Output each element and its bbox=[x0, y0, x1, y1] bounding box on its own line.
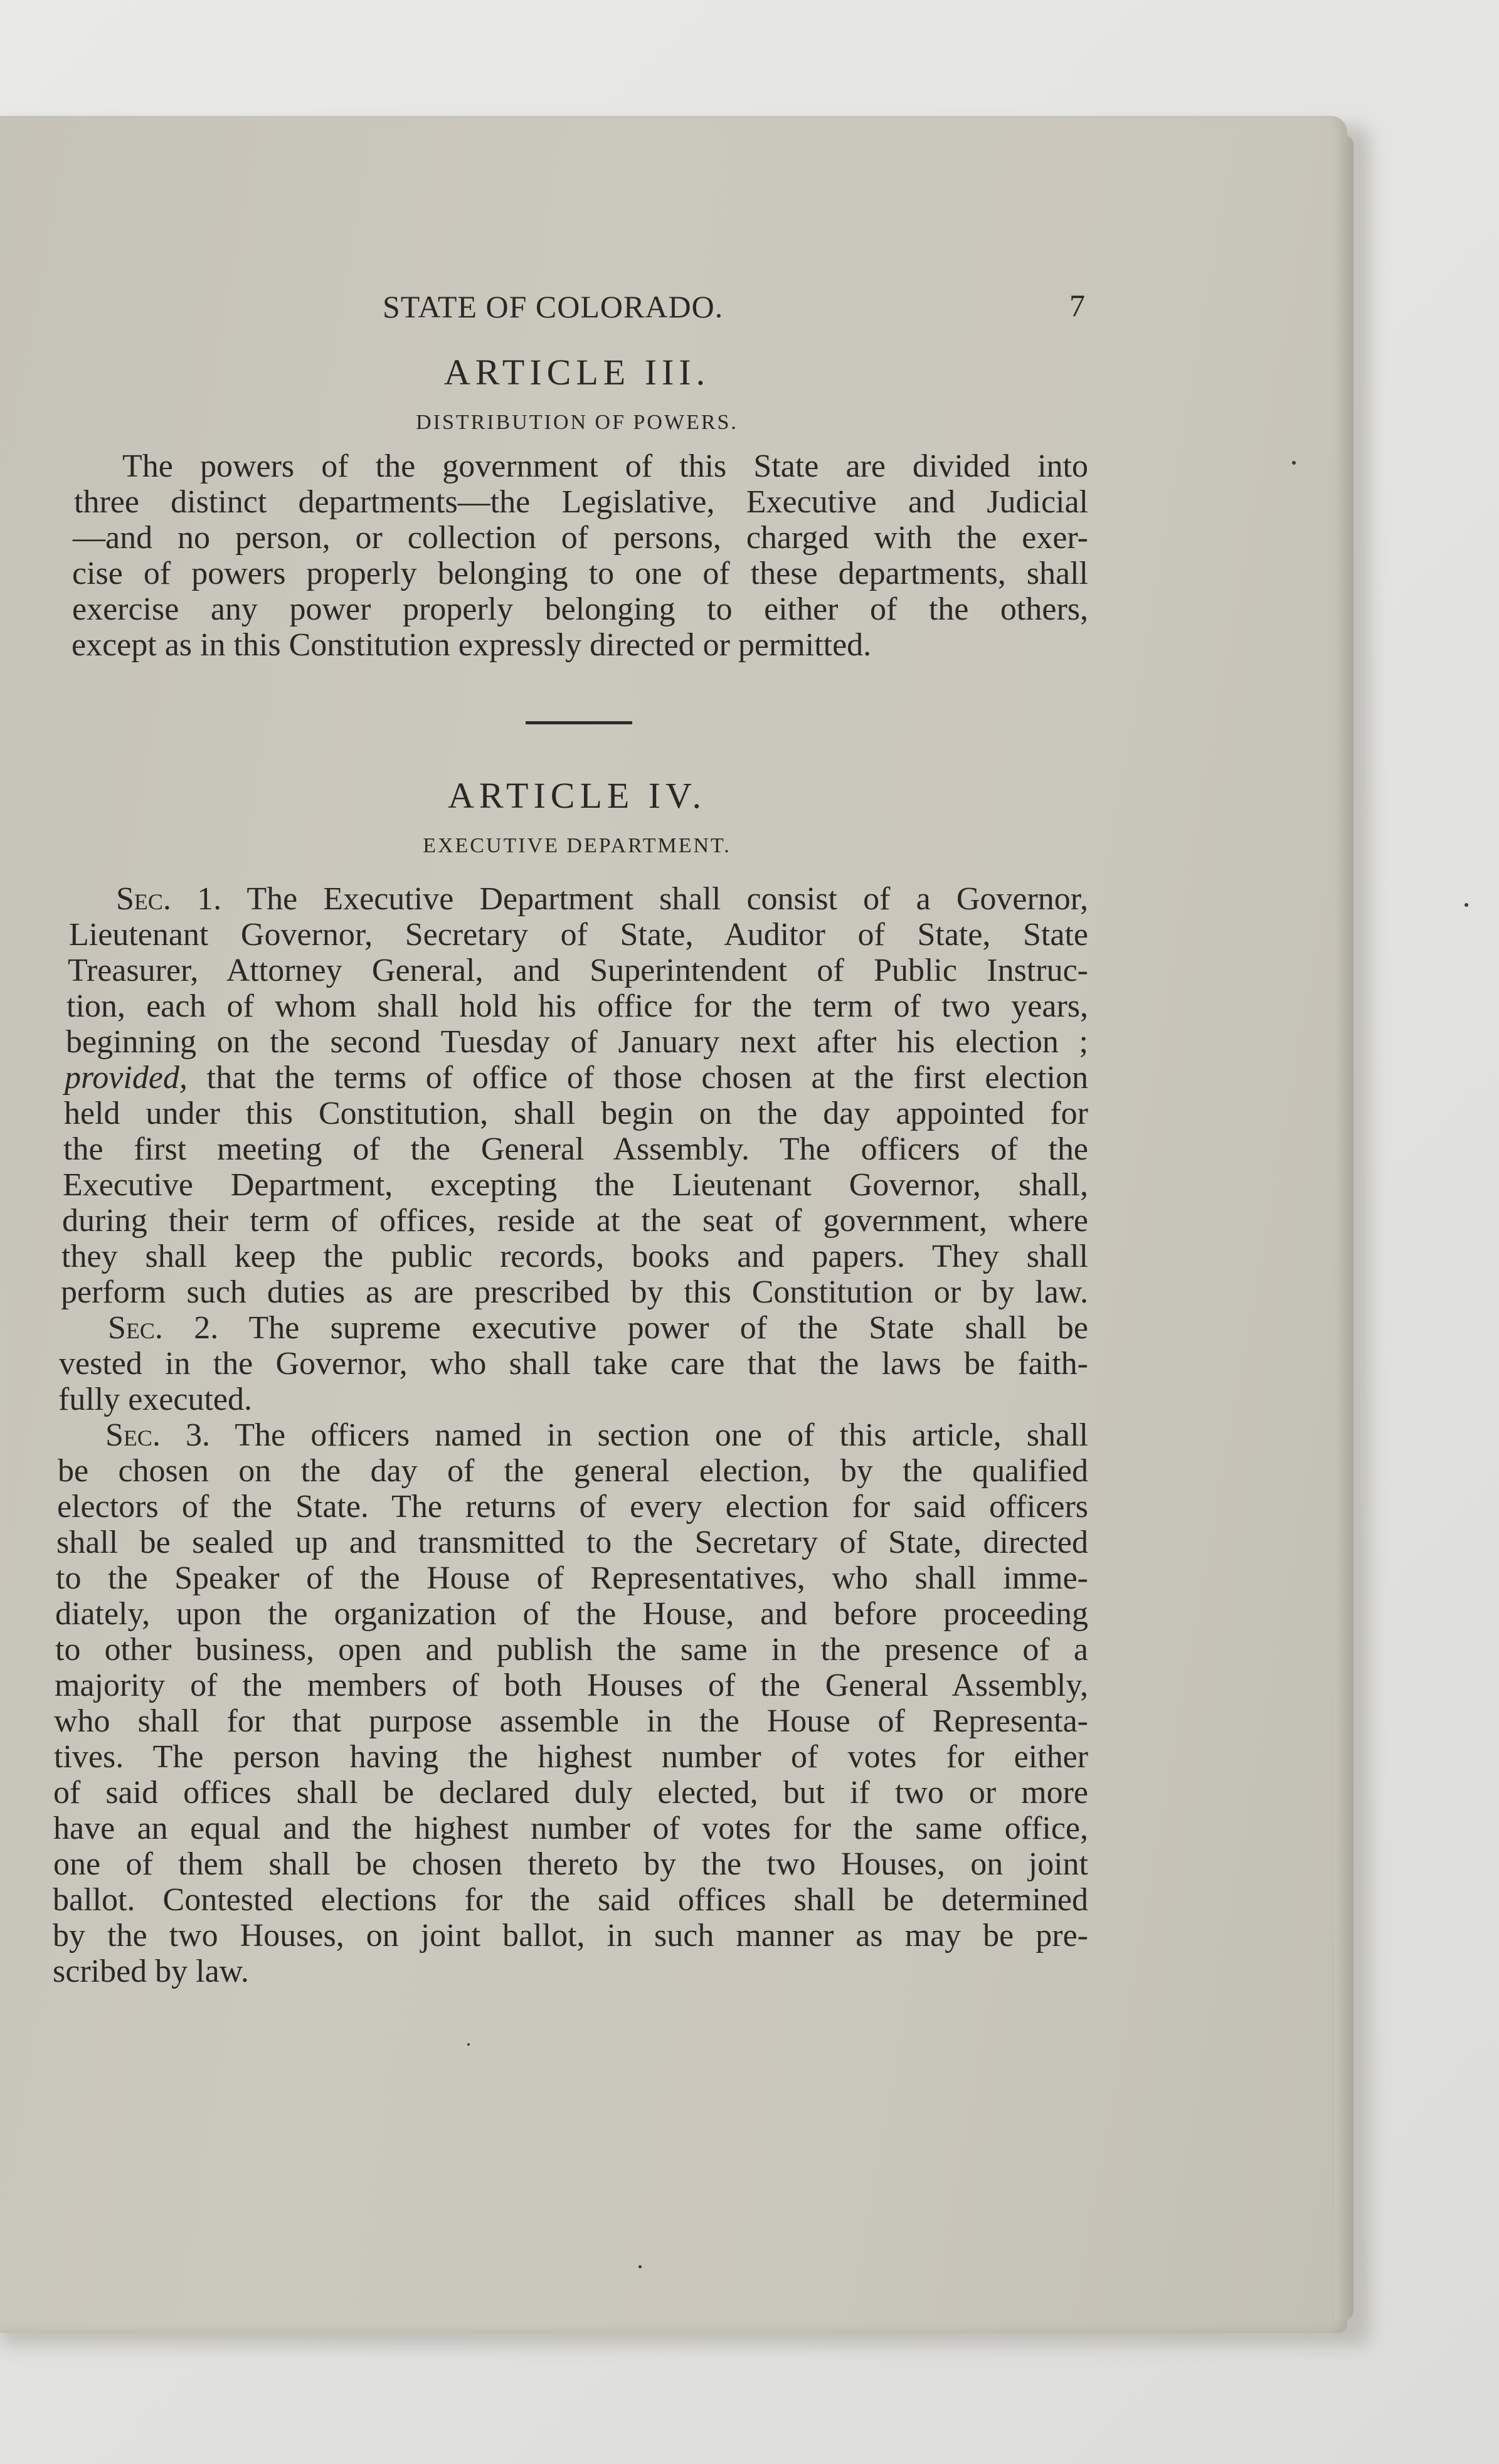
article-iii-line: exercise any power properly belonging to either of the others, bbox=[72, 591, 1088, 627]
sec-3-line: electors of the State. The returns of every election for said officers bbox=[57, 1489, 1088, 1525]
sec-3-line: shall be sealed up and transmitted to the Secretary of State, directed bbox=[56, 1525, 1088, 1560]
sec-3-first-line: Sec. 3. The officers named in section one of this article, shall bbox=[105, 1417, 1089, 1453]
sec-1-line: during their term of offices, reside at the seat of government, where bbox=[62, 1203, 1088, 1239]
sec-3-line: diately, upon the organization of the House, and before proceeding bbox=[55, 1596, 1088, 1632]
article-iii-line: cise of powers properly belonging to one of these departments, shall bbox=[72, 556, 1088, 591]
sec-1-line: they shall keep the public records, books and papers. They shall bbox=[61, 1239, 1088, 1274]
article-iii-subheading: DISTRIBUTION OF POWERS. bbox=[416, 411, 738, 434]
sec-1-line: tion, each of whom shall hold his office for the term of two years, bbox=[66, 988, 1088, 1024]
sec-3-line: ballot. Contested elections for the said offices shall be determined bbox=[53, 1882, 1088, 1918]
paper-speck bbox=[1465, 903, 1468, 907]
paper-speck bbox=[467, 2043, 470, 2046]
page-number: 7 bbox=[1069, 288, 1085, 323]
sec-1-line: Lieutenant Governor, Secretary of State, Auditor of State, State bbox=[69, 917, 1088, 953]
paper-speck bbox=[638, 2265, 642, 2268]
running-head: STATE OF COLORADO. bbox=[383, 289, 724, 324]
paper-speck bbox=[1292, 461, 1296, 465]
section-divider bbox=[526, 721, 632, 724]
article-iv-heading: ARTICLE IV. bbox=[447, 775, 707, 816]
sec-1-label: Sec. 1. bbox=[116, 881, 222, 917]
sec-2-first-line: Sec. 2. The supreme executive power of the State shall be bbox=[108, 1310, 1089, 1346]
sec-1-first-line: Sec. 1. The Executive Department shall consist of a Governor, bbox=[116, 881, 1089, 917]
page-edge bbox=[1335, 135, 1353, 2320]
sec-3-label: Sec. 3. bbox=[105, 1417, 211, 1453]
sec-2-line: fully executed. bbox=[58, 1382, 252, 1417]
sec-3-line: one of them shall be chosen thereto by the two Houses, on joint bbox=[53, 1846, 1088, 1882]
sec-1-line: Treasurer, Attorney General, and Superintendent of Public Instruc- bbox=[68, 953, 1088, 988]
sec-1-line: the first meeting of the General Assembly. The officers of the bbox=[63, 1131, 1088, 1167]
sec-2-label: Sec. 2. bbox=[108, 1310, 219, 1346]
sec-3-line: majority of the members of both Houses of the General Assembly, bbox=[55, 1668, 1088, 1703]
article-iii-line: The powers of the government of this State are divided into bbox=[122, 448, 1088, 484]
article-iv-subheading: EXECUTIVE DEPARTMENT. bbox=[423, 834, 731, 857]
sec-1-line: Executive Department, excepting the Lieutenant Governor, shall, bbox=[63, 1167, 1088, 1203]
article-iii-line: —and no person, or collection of persons, charged with the exer- bbox=[73, 520, 1088, 556]
sec-1-line: beginning on the second Tuesday of January next after his election ; bbox=[66, 1024, 1088, 1060]
article-iii-line: except as in this Constitution expressly directed or permitted. bbox=[72, 627, 872, 663]
sec-3-line: by the two Houses, on joint ballot, in such manner as may be pre- bbox=[53, 1918, 1088, 1954]
sec-2-line: vested in the Governor, who shall take care that the laws be faith- bbox=[59, 1346, 1088, 1382]
sec-3-line: be chosen on the day of the general election, by the qualified bbox=[58, 1453, 1088, 1489]
sec-3-line: have an equal and the highest number of votes for the same office, bbox=[53, 1811, 1088, 1846]
sec-1-line: perform such duties as are prescribed by this Constitution or by law. bbox=[61, 1274, 1088, 1310]
sec-1-provided-line: provided, that the terms of office of those chosen at the first election bbox=[65, 1060, 1088, 1096]
sec-3-line: to other business, open and publish the same in the presence of a bbox=[55, 1632, 1088, 1668]
sec-3-line: who shall for that purpose assemble in the House of Representa- bbox=[54, 1703, 1088, 1739]
sec-3-line: to the Speaker of the House of Representatives, who shall imme- bbox=[56, 1560, 1088, 1596]
article-iii-heading: ARTICLE III. bbox=[443, 352, 711, 393]
article-iii-line: three distinct departments—the Legislative, Executive and Judicial bbox=[74, 484, 1088, 520]
sec-3-line: scribed by law. bbox=[53, 1954, 249, 1989]
sec-3-line: of said offices shall be declared duly elected, but if two or more bbox=[53, 1775, 1088, 1811]
sec-3-line: tives. The person having the highest number of votes for either bbox=[54, 1739, 1088, 1775]
provided-term: provided, bbox=[65, 1060, 188, 1096]
sec-1-line: held under this Constitution, shall begin on the day appointed for bbox=[64, 1096, 1088, 1131]
